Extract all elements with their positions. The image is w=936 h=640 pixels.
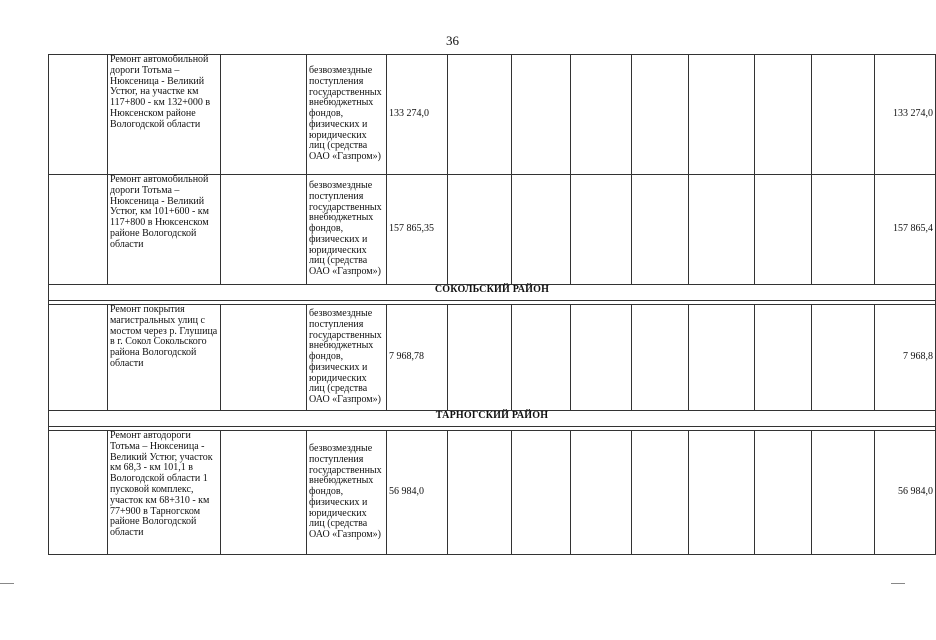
left-edge-mark [0,583,14,584]
district-header-row [49,411,936,427]
funding-source-cell: безвозмездные поступления государственных внебюджетных фондов, физических и юридических лиц (средства ОАО «Газпром») [307,55,387,175]
row-number-cell [49,175,108,285]
funding-source-cell: безвозмездные поступления государственных внебюджетных фондов, физических и юридических лиц (средства ОАО «Газпром») [307,431,387,555]
district-header-tarnoga: ТАРНОГСКИЙ РАЙОН [49,411,936,427]
empty-cell [755,55,812,175]
empty-cell [512,305,571,411]
right-edge-mark [891,583,905,584]
empty-cell [812,431,875,555]
total-cell: 56 984,0 [875,431,936,555]
empty-cell [221,305,307,411]
total-cell: 133 274,0 [875,55,936,175]
empty-cell [689,175,755,285]
table-row [49,55,936,175]
empty-cell [221,55,307,175]
funding-source-cell: безвозмездные поступления государственных внебюджетных фондов, физических и юридических лиц (средства ОАО «Газпром») [307,175,387,285]
empty-cell [632,431,689,555]
empty-cell [632,305,689,411]
empty-cell [512,431,571,555]
table-row [49,431,936,555]
empty-cell [812,55,875,175]
empty-cell [632,55,689,175]
funding-source-cell: безвозмездные поступления государственных внебюджетных фондов, физических и юридических лиц (средства ОАО «Газпром») [307,305,387,411]
object-name-cell: Ремонт покрытия магистральных улиц с мостом через р. Глушица в г. Сокол Сокольского района Вологодской области [108,305,221,411]
table-row [49,305,936,411]
row-number-cell [49,55,108,175]
district-header-row [49,285,936,301]
empty-cell [812,305,875,411]
empty-cell [755,175,812,285]
empty-cell [632,175,689,285]
row-number-cell [49,431,108,555]
amount-cell: 157 865,35 [387,175,448,285]
empty-cell [448,431,512,555]
empty-cell [755,305,812,411]
empty-cell [812,175,875,285]
empty-cell [571,175,632,285]
amount-cell: 56 984,0 [387,431,448,555]
empty-cell [689,305,755,411]
empty-cell [221,431,307,555]
table-row [49,175,936,285]
district-header-sokol: СОКОЛЬСКИЙ РАЙОН [49,285,936,301]
empty-cell [571,305,632,411]
page-number: 36 [446,33,459,48]
total-cell: 7 968,8 [875,305,936,411]
amount-cell: 7 968,78 [387,305,448,411]
empty-cell [512,175,571,285]
empty-cell [571,55,632,175]
empty-cell [689,431,755,555]
object-name-cell: Ремонт автомобильной дороги Тотьма – Нюксеница - Великий Устюг, км 101+600 - км 117+800 в Нюксенском районе Вологодской области [108,175,221,285]
empty-cell [512,55,571,175]
amount-cell: 133 274,0 [387,55,448,175]
investment-table [48,54,936,555]
empty-cell [448,305,512,411]
empty-cell [571,431,632,555]
empty-cell [755,431,812,555]
empty-cell [448,175,512,285]
empty-cell [689,55,755,175]
total-cell: 157 865,4 [875,175,936,285]
row-number-cell [49,305,108,411]
object-name-cell: Ремонт автомобильной дороги Тотьма – Нюксеница - Великий Устюг, на участке км 117+800 - км 132+000 в Нюксенском районе Вологодской области [108,55,221,175]
empty-cell [221,175,307,285]
object-name-cell: Ремонт автодороги Тотьма – Нюксеница - Великий Устюг, участок км 68,3 - км 101,1 в Вологодской области 1 пусковой комплекс, участок км 68+310 - км 77+900 в Тарногском районе Вологодской области [108,431,221,555]
empty-cell [448,55,512,175]
